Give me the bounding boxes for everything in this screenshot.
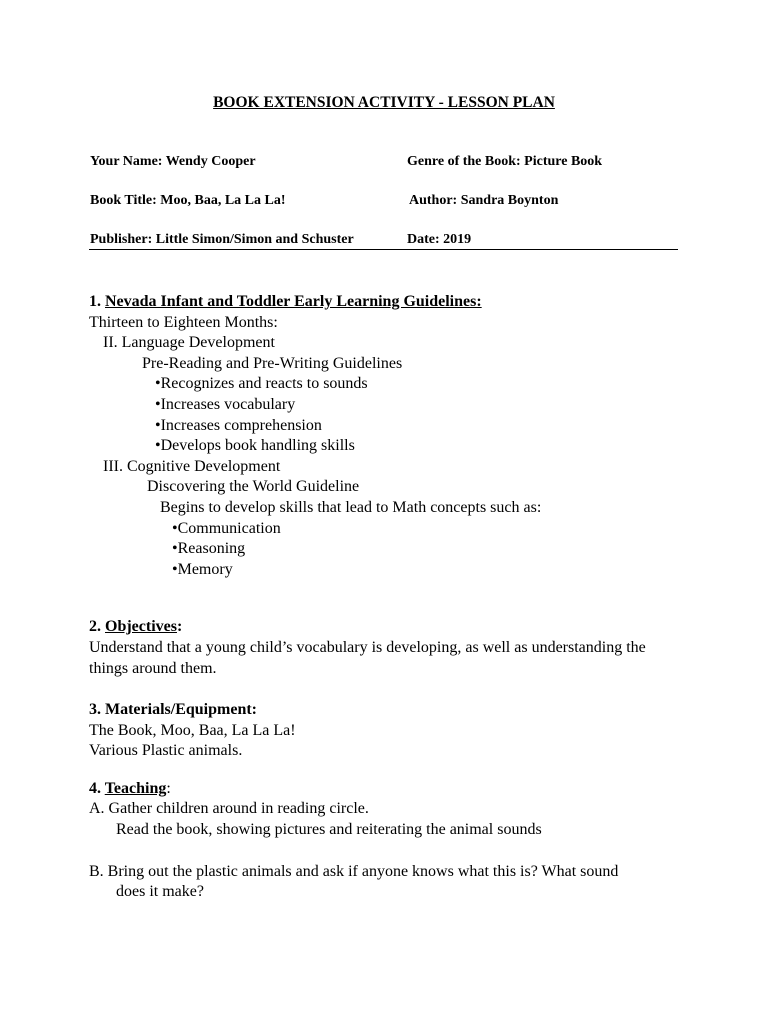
objectives-text: Understand that a young child’s vocabulary is developing, as well as understanding the things around them. bbox=[89, 638, 646, 677]
book-title-field: Book Title: Moo, Baa, La La La! bbox=[90, 193, 286, 208]
section-2-heading bbox=[89, 617, 689, 638]
list-item: •Increases comprehension bbox=[155, 416, 322, 434]
prereading-guidelines: Pre-Reading and Pre-Writing Guidelines bbox=[142, 354, 403, 372]
age-range: Thirteen to Eighteen Months: bbox=[89, 313, 278, 331]
header-divider bbox=[89, 249, 678, 250]
cognitive-development: III. Cognitive Development bbox=[103, 457, 281, 475]
language-development: II. Language Development bbox=[103, 334, 275, 352]
list-item: •Reasoning bbox=[172, 540, 246, 558]
section-1-title: Nevada Infant and Toddler Early Learning Guidelines: bbox=[105, 293, 482, 310]
teaching-step-a: A. Gather children around in reading circle. bbox=[89, 800, 369, 818]
section-2-number: 2. bbox=[89, 618, 105, 636]
list-item: •Recognizes and reacts to sounds bbox=[155, 375, 368, 393]
section-4-heading bbox=[89, 779, 689, 800]
section-1-heading bbox=[89, 292, 689, 313]
your-name-field: Your Name: Wendy Cooper bbox=[90, 154, 256, 169]
math-concepts-intro: Begins to develop skills that lead to Math concepts such as: bbox=[160, 498, 542, 516]
date-field: Date: 2019 bbox=[407, 232, 472, 247]
list-item: •Increases vocabulary bbox=[155, 395, 296, 413]
section-2-colon: : bbox=[176, 618, 183, 636]
materials-line-1: The Book, Moo, Baa, La La La! bbox=[89, 721, 296, 739]
section-2-title: Objectives bbox=[105, 618, 177, 636]
section-4-colon: : bbox=[166, 779, 171, 797]
teaching-step-a-detail: Read the book, showing pictures and reiterating the animal sounds bbox=[116, 821, 542, 839]
document-title: BOOK EXTENSION ACTIVITY - LESSON PLAN bbox=[213, 94, 555, 111]
teaching-step-b-continued: does it make? bbox=[116, 883, 204, 901]
list-item: •Memory bbox=[172, 560, 233, 578]
section-4-number: 4. bbox=[89, 779, 105, 797]
document-body bbox=[89, 292, 689, 903]
list-item: •Develops book handling skills bbox=[155, 437, 355, 455]
list-item: •Communication bbox=[172, 519, 281, 537]
materials-line-2: Various Plastic animals. bbox=[89, 742, 243, 760]
section-1-number: 1. bbox=[89, 293, 105, 310]
genre-field: Genre of the Book: Picture Book bbox=[407, 154, 603, 169]
section-4-title: Teaching bbox=[104, 779, 167, 797]
author-field: Author: Sandra Boynton bbox=[409, 193, 559, 208]
section-3-heading: 3. Materials/Equipment: bbox=[89, 701, 257, 719]
discovering-world-guideline: Discovering the World Guideline bbox=[147, 478, 360, 496]
teaching-step-b: B. Bring out the plastic animals and ask if anyone knows what this is? What sound bbox=[89, 862, 619, 880]
publisher-field: Publisher: Little Simon/Simon and Schuster bbox=[90, 232, 354, 247]
